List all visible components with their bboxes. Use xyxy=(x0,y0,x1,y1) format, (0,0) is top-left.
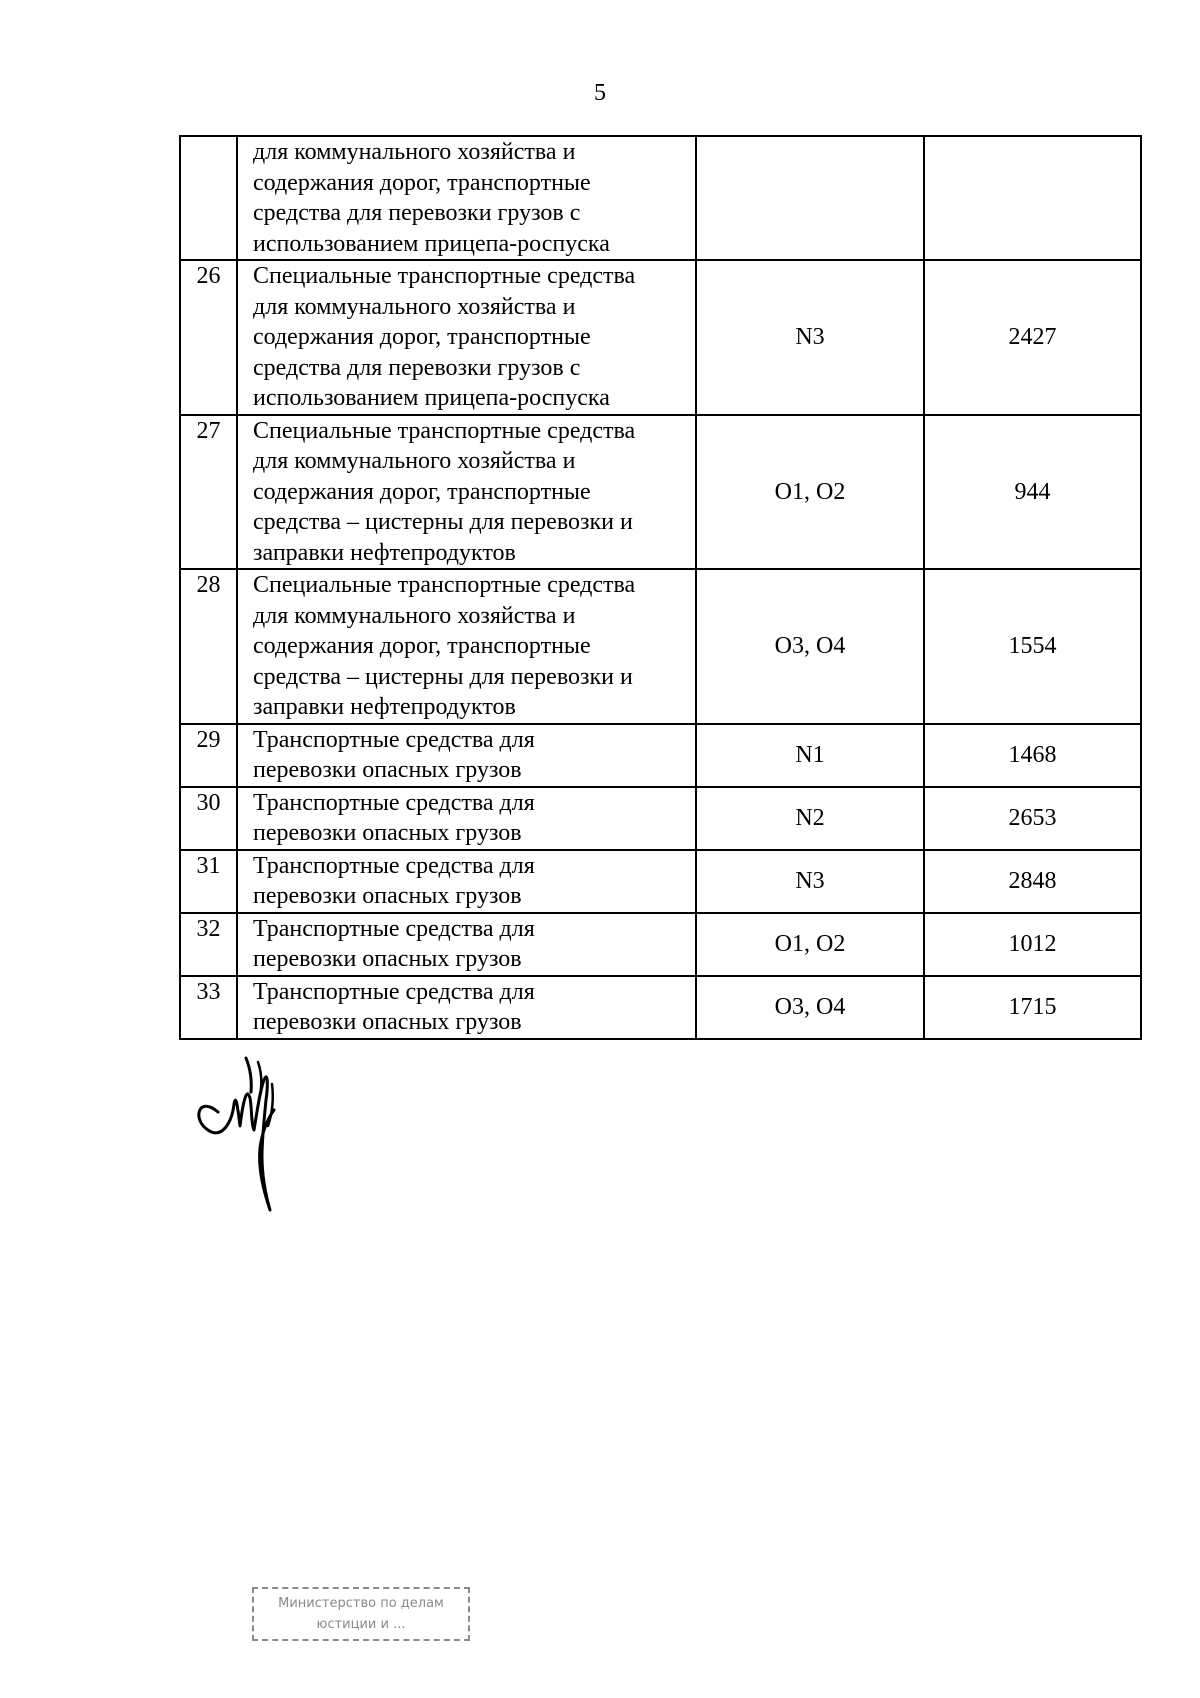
vehicle-type: Транспортные средства для перевозки опасных грузов xyxy=(237,787,696,850)
vehicle-category xyxy=(696,136,924,260)
vehicle-category: N3 xyxy=(696,260,924,415)
vehicle-value: 1554 xyxy=(924,569,1141,724)
vehicle-type: Транспортные средства для перевозки опасных грузов xyxy=(237,976,696,1039)
vehicle-category: O3, O4 xyxy=(696,569,924,724)
vehicle-category: O1, O2 xyxy=(696,415,924,570)
row-number xyxy=(180,136,237,260)
row-number: 31 xyxy=(180,850,237,913)
table-row xyxy=(180,787,1141,850)
vehicle-value: 2427 xyxy=(924,260,1141,415)
vehicle-value: 2848 xyxy=(924,850,1141,913)
table-row xyxy=(180,260,1141,415)
row-number: 27 xyxy=(180,415,237,570)
signature-icon xyxy=(188,1040,298,1220)
vehicle-category: N2 xyxy=(696,787,924,850)
vehicle-category: O3, O4 xyxy=(696,976,924,1039)
vehicle-type: Транспортные средства для перевозки опасных грузов xyxy=(237,724,696,787)
vehicle-value: 1715 xyxy=(924,976,1141,1039)
row-number: 30 xyxy=(180,787,237,850)
vehicle-value: 2653 xyxy=(924,787,1141,850)
table-row xyxy=(180,913,1141,976)
table-row xyxy=(180,724,1141,787)
row-number: 29 xyxy=(180,724,237,787)
table-row xyxy=(180,415,1141,570)
row-number: 33 xyxy=(180,976,237,1039)
table-row xyxy=(180,850,1141,913)
row-number: 26 xyxy=(180,260,237,415)
vehicle-value xyxy=(924,136,1141,260)
table-row xyxy=(180,976,1141,1039)
vehicle-value: 1468 xyxy=(924,724,1141,787)
table-row xyxy=(180,136,1141,260)
page-number: 5 xyxy=(594,80,606,106)
vehicle-type: Специальные транспортные средства для коммунального хозяйства и содержания дорог, транспортные средства – цистерны для перевозки и заправки нефтепродуктов xyxy=(237,415,696,570)
vehicle-category: N1 xyxy=(696,724,924,787)
stamp xyxy=(252,1587,470,1641)
stamp-line: юстиции и ... xyxy=(316,1617,406,1632)
vehicle-table xyxy=(179,135,1142,1040)
table-row xyxy=(180,569,1141,724)
vehicle-value: 1012 xyxy=(924,913,1141,976)
vehicle-type: для коммунального хозяйства и содержания дорог, транспортные средства для перевозки грузов с использованием прицепа-роспуска xyxy=(237,136,696,260)
row-number: 32 xyxy=(180,913,237,976)
stamp-line: Министерство по делам xyxy=(278,1596,444,1611)
vehicle-type: Транспортные средства для перевозки опасных грузов xyxy=(237,913,696,976)
vehicle-type: Специальные транспортные средства для коммунального хозяйства и содержания дорог, транспортные средства – цистерны для перевозки и заправки нефтепродуктов xyxy=(237,569,696,724)
vehicle-category: N3 xyxy=(696,850,924,913)
row-number: 28 xyxy=(180,569,237,724)
vehicle-category: O1, O2 xyxy=(696,913,924,976)
vehicle-type: Транспортные средства для перевозки опасных грузов xyxy=(237,850,696,913)
vehicle-value: 944 xyxy=(924,415,1141,570)
vehicle-type: Специальные транспортные средства для коммунального хозяйства и содержания дорог, транспортные средства для перевозки грузов с использованием прицепа-роспуска xyxy=(237,260,696,415)
